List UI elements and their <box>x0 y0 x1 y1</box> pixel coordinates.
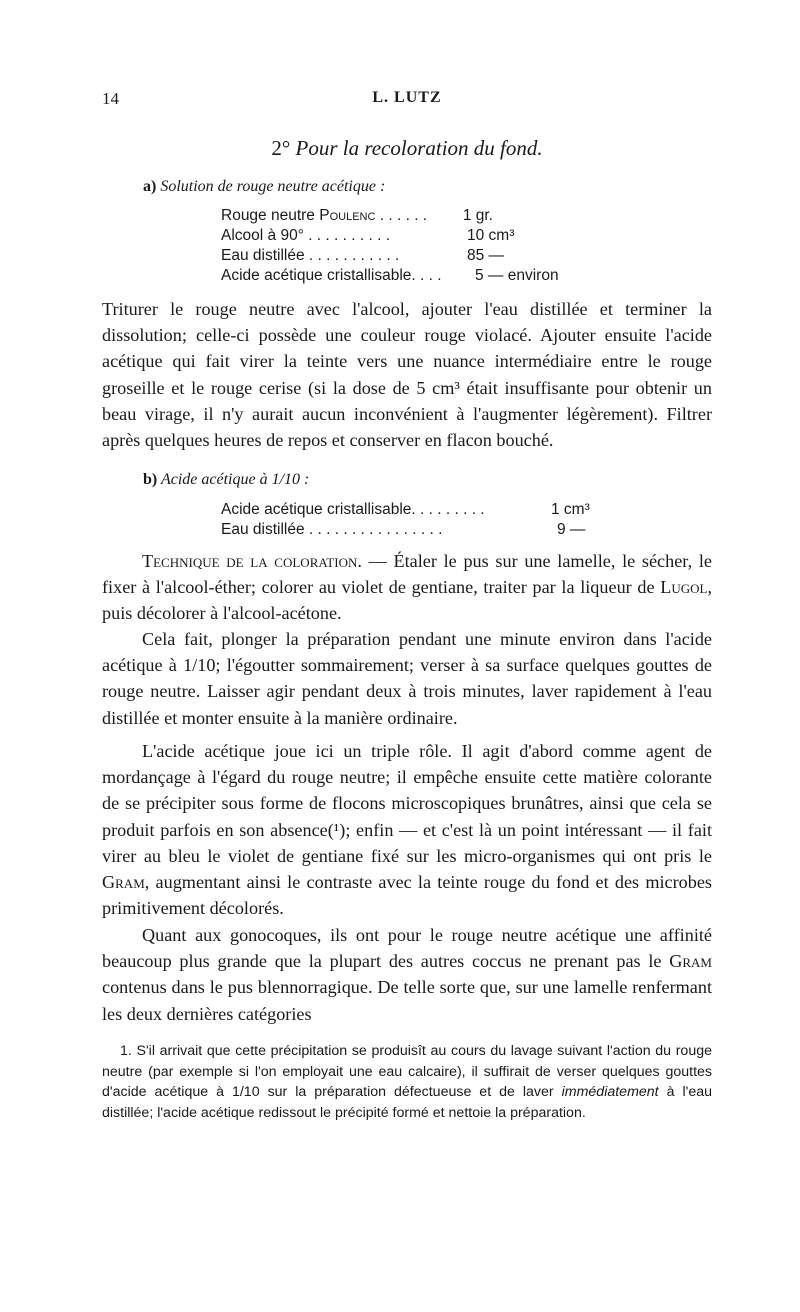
ingredient-name: Acide acétique cristallisable <box>221 267 412 284</box>
text-run: contenus dans le pus blennorragique. De telle sorte que, sur une lamelle renfermant les deux dernières catégories <box>102 977 712 1024</box>
footnote-ref[interactable]: (¹) <box>327 819 346 840</box>
ingredient-quantity: 9 — <box>557 521 586 538</box>
ingredient-quantity: 85 — <box>467 247 505 264</box>
ingredient-name: Eau distillée <box>221 521 305 538</box>
leader-dots: . . . . . . . . . <box>411 501 485 518</box>
solution-a-recipe <box>221 206 595 286</box>
leader-dots: . . . . . . . . . . <box>303 227 391 244</box>
leader-dots: . . . . <box>411 267 442 284</box>
paragraph-technique <box>102 548 712 627</box>
gram-name: Gram <box>669 951 712 972</box>
section-title: Pour la recoloration du fond. <box>295 136 543 160</box>
text-run: Quant aux gonocoques, ils ont pour le rouge neutre acétique une affinité beaucoup plus grande que la plupart des autres coccus ne prenant pas le <box>102 925 712 972</box>
leader-dots: . . . . . . . . . . . <box>304 247 400 264</box>
running-head-author: L. LUTZ <box>372 89 442 106</box>
technique-text-end: , puis décolorer à l'alcool-acétone. <box>102 577 712 624</box>
ingredient-quantity: 1 cm³ <box>551 501 590 518</box>
text-run: ; enfin — et c'est là un point intéressant — il fait virer au bleu le violet de gentiane fixé sur les micro-organismes qui ont pris le <box>102 819 713 866</box>
solution-b-letter: b) <box>143 471 158 488</box>
solution-a-heading <box>143 178 385 196</box>
section-number: 2° <box>271 136 291 160</box>
page-number: 14 <box>102 89 119 108</box>
ingredient-name: Acide acétique cristallisable <box>221 501 412 518</box>
solution-b-recipe <box>221 500 637 540</box>
gram-name: Gram <box>102 872 145 893</box>
lugol-name: Lugol <box>660 577 708 598</box>
recipe-row <box>221 500 637 520</box>
footnote-text-end: à l'eau distillée; l'acide acétique redissout le précipité formé et nettoie la préparation. <box>102 1084 713 1121</box>
recipe-row <box>221 246 595 266</box>
solution-b-heading <box>143 471 309 489</box>
ingredient-name: Eau distillée <box>221 247 305 264</box>
recipe-row <box>221 206 595 226</box>
paragraph-procedure: Cela fait, plonger la préparation pendant une minute environ dans l'acide acétique à 1/10; l'égoutter sommairement; verser à sa surface quelques gouttes de rouge neutre. Laisser agir pendant deux à trois minutes, laver rapidement à l'eau distillée et monter ensuite à la manière ordinaire. <box>102 629 712 728</box>
leader-dots: . . . . . . . . . . . . . . . . <box>304 521 443 538</box>
ingredient-quantity: 1 gr. <box>462 207 493 224</box>
text-run: L'acide acétique joue ici un triple rôle. Il agit d'abord comme agent de mordançage à l'égard du rouge neutre; il empêche ensuite cette matière colorante de se précipiter sous forme de flocons microscopiques brunâtres, ainsi que cela se produit parfois en son absence <box>102 741 712 840</box>
footnote <box>102 1041 712 1123</box>
recipe-row <box>221 520 637 540</box>
ingredient-quantity: 10 cm³ <box>467 227 515 244</box>
footnote-text: 1. S'il arrivait que cette précipitation se produisît au cours du lavage suivant l'action du rouge neutre (par exemple si l'on employait une eau calcaire), il suffirait de verser quelques gouttes d'acide acétique à 1/10 sur la préparation défectueuse et de laver <box>102 1043 712 1100</box>
solution-a-label: Solution de rouge neutre acétique : <box>160 178 386 195</box>
ingredient-quantity: 5 — environ <box>475 267 559 284</box>
text-run: , augmentant ainsi le contraste avec la teinte rouge du fond et des microbes primitivement décolorés. <box>102 872 712 919</box>
solution-b-label: Acide acétique à 1/10 : <box>160 471 310 488</box>
footnote-emphasis: immédiatement <box>561 1084 659 1100</box>
leader-dots: . . . . . . <box>375 207 428 224</box>
paragraph-acetic-role <box>102 738 712 921</box>
recipe-row <box>221 226 595 246</box>
section-heading <box>102 136 712 161</box>
technique-heading: Technique de la coloration. <box>142 551 362 571</box>
technique-text: — Étaler le pus sur une lamelle, le sécher, le fixer à l'alcool-éther; colorer au violet de gentiane, traiter par la liqueur de <box>102 551 712 598</box>
ingredient-name: Rouge neutre <box>221 207 320 224</box>
page-header <box>102 89 712 113</box>
paragraph-preparation: Triturer le rouge neutre avec l'alcool, ajouter l'eau distillée et terminer la dissolution; celle-ci possède une couleur rouge violacé. Ajouter ensuite l'acide acétique qui fait virer la teinte vers une nuance intermédiaire entre le rouge groseille et le rouge cerise (si la dose de 5 cm³ était insuffisante pour obtenir un beau virage, il n'y aurait aucun inconvénient à l'augmenter légèrement). Filtrer après quelques heures de repos et conserver en flacon bouché. <box>102 299 712 451</box>
ingredient-brand: Poulenc <box>319 207 376 224</box>
solution-a-letter: a) <box>143 178 157 195</box>
ingredient-name: Alcool à 90° <box>221 227 304 244</box>
paragraph-gonococci <box>102 922 712 1027</box>
recipe-row <box>221 266 595 286</box>
